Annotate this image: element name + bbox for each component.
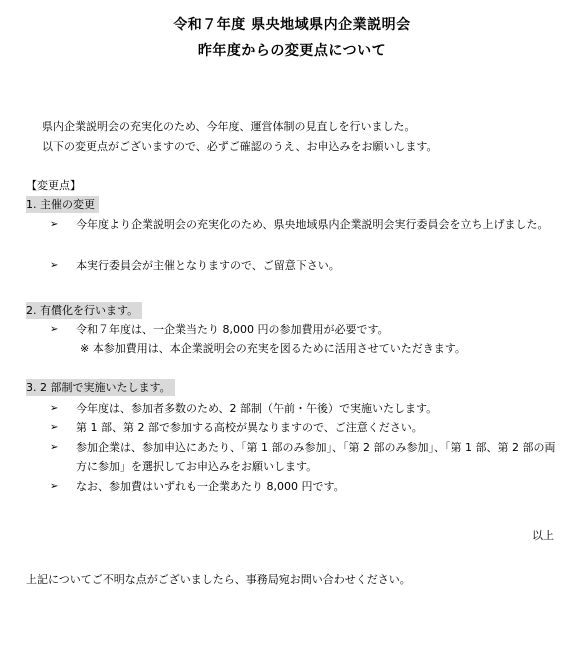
intro-line-2: 以下の変更点がございますので、必ずご確認のうえ、お申込みをお願いします。: [42, 140, 438, 153]
bullet-text: なお、参加費はいずれも一企業あたり 8,000 円です。: [76, 480, 345, 493]
section-3-bullet-2: [50, 418, 560, 437]
section-1-bullet-1: [50, 215, 560, 234]
bullet-text: 第 1 部、第 2 部で参加する高校が異なりますので、ご注意ください。: [76, 421, 423, 434]
section-1-heading: 1. 主催の変更: [26, 196, 99, 213]
section-3-bullet-4: [50, 477, 560, 496]
arrow-bullet-icon: ➢: [50, 442, 59, 453]
section-3-bullet-3: [50, 438, 560, 476]
document-subtitle: 昨年度からの変更点について: [197, 43, 387, 59]
section-2-bullet-1: [50, 320, 560, 339]
arrow-bullet-icon: ➢: [50, 219, 59, 230]
arrow-bullet-icon: ➢: [50, 403, 59, 414]
section-1-bullet-2: [50, 256, 560, 275]
contact-note: 上記についてご不明な点がございましたら、事務局宛お問い合わせください。: [26, 573, 411, 586]
arrow-bullet-icon: ➢: [50, 260, 59, 271]
bullet-text: 今年度は、参加者多数のため、2 部制（午前・午後）で実施いたします。: [76, 402, 438, 415]
changes-heading: 【変更点】: [26, 179, 81, 192]
bullet-text: 令和７年度は、一企業当たり 8,000 円の参加費用が必要です。: [76, 323, 389, 336]
bullet-text: 今年度より企業説明会の充実化のため、県央地域県内企業説明会実行委員会を立ち上げました。: [76, 218, 549, 231]
section-2-heading: 2. 有償化を行います。: [26, 302, 142, 319]
document-title: 令和７年度 県央地域県内企業説明会: [173, 17, 411, 33]
intro-line-1: 県内企業説明会の充実化のため、今年度、運営体制の見直しを行いました。: [42, 120, 416, 133]
section-2-note: ※ 本参加費用は、本企業説明会の充実を図るために活用させていただきます。: [80, 342, 466, 355]
section-3-bullet-1: [50, 399, 560, 418]
arrow-bullet-icon: ➢: [50, 481, 59, 492]
section-3-heading: 3. 2 部制で実施いたします。: [26, 379, 175, 396]
arrow-bullet-icon: ➢: [50, 324, 59, 335]
bullet-text: 本実行委員会が主催となりますので、ご留意下さい。: [76, 259, 340, 272]
closing-mark: 以上: [532, 529, 554, 542]
bullet-text: 参加企業は、参加申込にあたり、「第 1 部のみ参加」、「第 2 部のみ参加」、「第 1 部、第 2 部の両方に参加」を選択してお申込みをお願いします。: [76, 441, 556, 473]
arrow-bullet-icon: ➢: [50, 422, 59, 433]
